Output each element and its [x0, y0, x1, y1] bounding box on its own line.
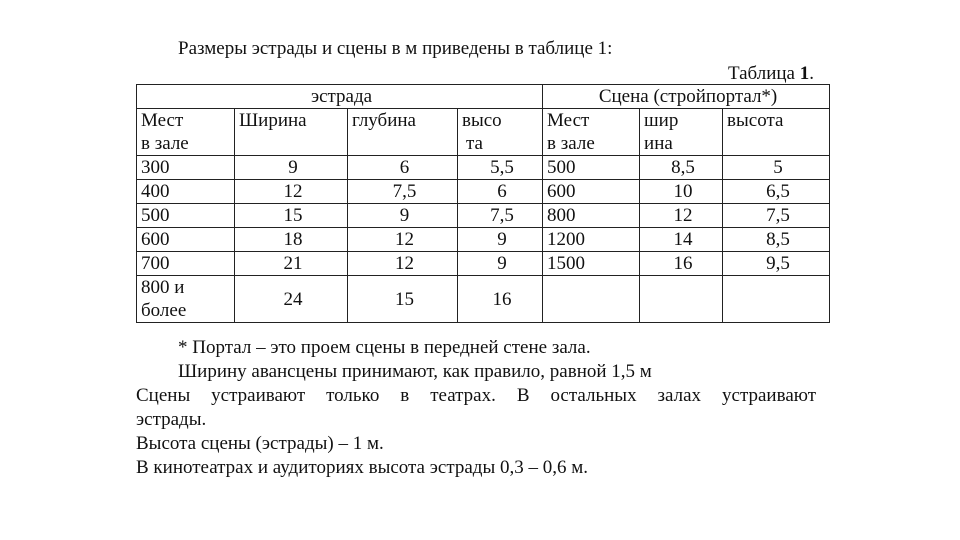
header-stage-width-l2: ина	[644, 133, 673, 154]
column-header-row	[137, 109, 830, 156]
cell-height: 5,5	[458, 156, 543, 180]
note-forestage: Ширину авансцены принимают, как правило, равной 1,5 м	[178, 361, 652, 382]
intro-text: Размеры эстрады и сцены в м приведены в таблице 1:	[178, 38, 613, 59]
cell-stage-seats: 1500	[543, 252, 640, 276]
cell-stage-height: 7,5	[723, 204, 830, 228]
table-row	[137, 204, 830, 228]
cell-stage-width: 12	[640, 204, 723, 228]
table-row	[137, 276, 830, 323]
cell-depth: 6	[348, 156, 458, 180]
cell-width: 18	[235, 228, 348, 252]
caption-number: 1	[799, 63, 810, 84]
cell-seats: 700	[137, 252, 235, 276]
header-height-l2: та	[466, 133, 483, 154]
cell-stage-seats: 600	[543, 180, 640, 204]
cell-stage-height: 9,5	[723, 252, 830, 276]
cell-width: 24	[235, 276, 348, 323]
cell-seats: 400	[137, 180, 235, 204]
cell-stage-width: 10	[640, 180, 723, 204]
header-seats	[137, 109, 235, 156]
cell-height: 16	[458, 276, 543, 323]
header-height	[458, 109, 543, 156]
cell-width: 9	[235, 156, 348, 180]
table-row	[137, 252, 830, 276]
cell-height: 9	[458, 252, 543, 276]
cell-width: 12	[235, 180, 348, 204]
cell-depth: 12	[348, 228, 458, 252]
note-stages-line2: эстрады.	[136, 409, 207, 430]
header-stage-width	[640, 109, 723, 156]
cell-stage-width: 16	[640, 252, 723, 276]
cell-stage-width: 14	[640, 228, 723, 252]
header-height-l1: высо	[462, 110, 502, 131]
cell-seats	[137, 276, 235, 323]
cell-stage-height: 5	[723, 156, 830, 180]
caption-suffix: .	[809, 63, 814, 84]
cell-width: 15	[235, 204, 348, 228]
group-stage: Сцена (стройпортал*)	[543, 85, 830, 109]
cell-stage-height: 8,5	[723, 228, 830, 252]
group-header-row	[137, 85, 830, 109]
note-cinema: В кинотеатрах и аудиториях высота эстрады 0,3 – 0,6 м.	[136, 457, 589, 478]
cell-depth: 9	[348, 204, 458, 228]
header-seats-l1: Мест	[141, 110, 184, 131]
note-portal: * Портал – это проем сцены в передней стене зала.	[178, 337, 591, 358]
table-caption	[728, 63, 814, 85]
cell-seats: 600	[137, 228, 235, 252]
cell-stage-seats: 800	[543, 204, 640, 228]
cell-depth: 7,5	[348, 180, 458, 204]
cell-stage-height-empty	[723, 276, 830, 323]
cell-seats: 500	[137, 204, 235, 228]
header-stage-seats-l2: в зале	[547, 133, 595, 154]
cell-stage-height: 6,5	[723, 180, 830, 204]
cell-stage-width-empty	[640, 276, 723, 323]
cell-stage-seats-empty	[543, 276, 640, 323]
table-row	[137, 180, 830, 204]
header-width: Ширина	[235, 109, 348, 156]
cell-width: 21	[235, 252, 348, 276]
dimensions-table	[136, 84, 830, 323]
cell-seats-l1: 800 и	[141, 277, 185, 298]
header-stage-seats	[543, 109, 640, 156]
cell-seats-l2: более	[141, 300, 187, 321]
cell-stage-seats: 1200	[543, 228, 640, 252]
cell-height: 9	[458, 228, 543, 252]
header-stage-width-l1: шир	[644, 110, 679, 131]
caption-prefix: Таблица	[727, 63, 800, 84]
cell-depth: 12	[348, 252, 458, 276]
cell-depth: 15	[348, 276, 458, 323]
header-stage-height: высота	[723, 109, 830, 156]
cell-height: 6	[458, 180, 543, 204]
cell-seats: 300	[137, 156, 235, 180]
header-depth: глубина	[348, 109, 458, 156]
cell-height: 7,5	[458, 204, 543, 228]
group-estrada: эстрада	[137, 85, 543, 109]
notes	[136, 336, 816, 480]
header-seats-l2: в зале	[141, 133, 189, 154]
cell-stage-width: 8,5	[640, 156, 723, 180]
note-stages-line1: Сцены устраивают только в театрах. В остальных залах устраивают	[136, 385, 816, 406]
table-row	[137, 228, 830, 252]
header-stage-seats-l1: Мест	[547, 110, 590, 131]
table-row	[137, 156, 830, 180]
note-height: Высота сцены (эстрады) – 1 м.	[136, 433, 384, 454]
cell-stage-seats: 500	[543, 156, 640, 180]
